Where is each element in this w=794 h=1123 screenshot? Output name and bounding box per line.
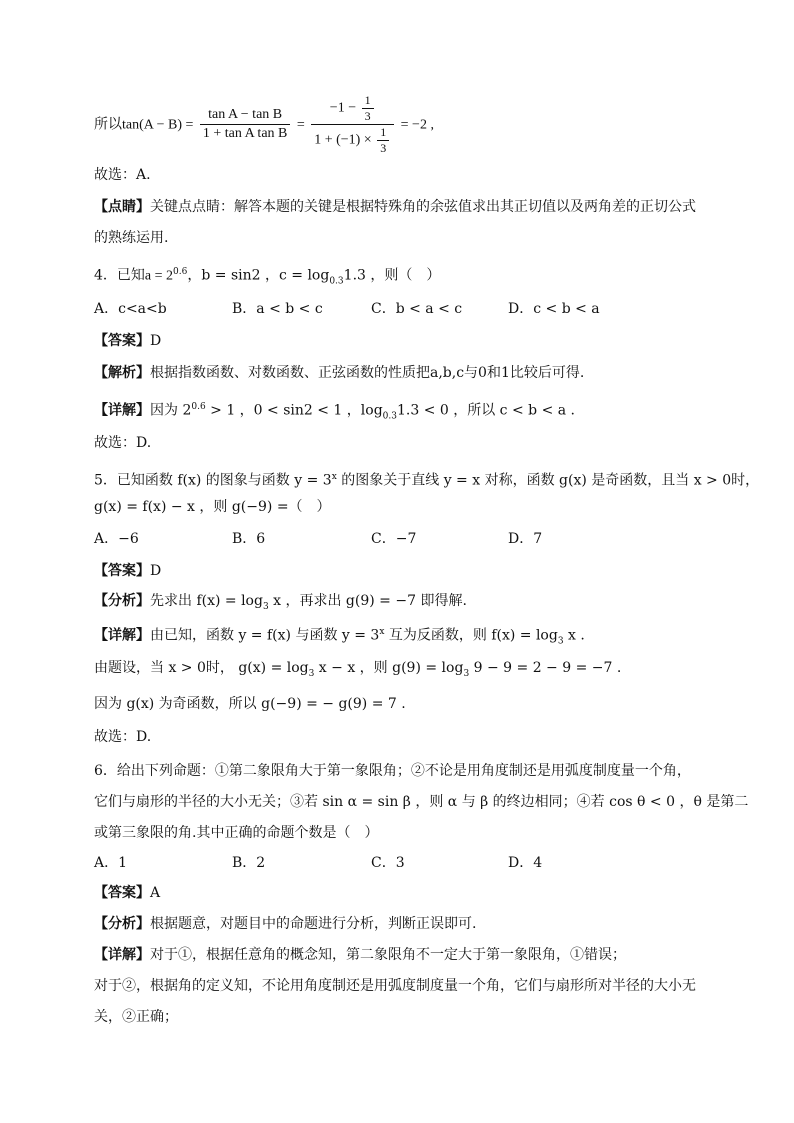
text: 对于①，根据任意角的概念知，第二象限角不一定大于第一象限角，①错误； bbox=[150, 947, 626, 963]
option-c: C．b < a < c bbox=[371, 301, 463, 317]
text: 4．已知 bbox=[94, 267, 145, 284]
text: 根据题意，对题目中的命题进行分析，判断正误即可. bbox=[150, 916, 477, 932]
fraction-denominator: 3 bbox=[380, 141, 387, 155]
math-expr: 1 + (−1) × bbox=[314, 132, 372, 148]
fraction bbox=[362, 94, 374, 123]
question-stem: 6．给出下列命题：①第二象限角大于第一象限角；②不论是用角度制还是用弧度制度量一个角， bbox=[94, 763, 691, 779]
text: x ，再求出 g(9) = −7 即得解. bbox=[268, 593, 467, 609]
fraction-numerator: 1 bbox=[377, 126, 389, 141]
text: x − x ，则 g(9) = log bbox=[314, 660, 464, 676]
tag-label: 【详解】 bbox=[94, 947, 150, 963]
equals-sign: = bbox=[296, 117, 305, 133]
subscript: 0.3 bbox=[382, 411, 397, 422]
math-expr: −1 − bbox=[329, 100, 357, 116]
tag-label: 【答案】 bbox=[94, 885, 150, 901]
option-c: C．3 bbox=[371, 855, 405, 871]
options-row bbox=[94, 299, 734, 319]
option-b: B．a < b < c bbox=[232, 301, 323, 317]
options-row bbox=[94, 853, 734, 873]
text: 由题设，当 x > 0时， g(x) = log bbox=[94, 660, 309, 676]
option-d: D．c < b < a bbox=[508, 301, 600, 317]
option-d: D．7 bbox=[508, 531, 543, 547]
text: 所以 bbox=[94, 116, 122, 133]
option-b: B．2 bbox=[232, 855, 266, 871]
fraction bbox=[200, 107, 291, 142]
fraction bbox=[377, 126, 389, 155]
math-expr: > 1 ，0 < sin2 < 1 ，log bbox=[205, 402, 383, 419]
detail-line bbox=[94, 397, 575, 426]
tag-label: 【详解】 bbox=[94, 402, 150, 419]
text: 5．已知函数 f(x) 的图象与函数 y = 3 bbox=[94, 472, 332, 489]
choice-line: 故选：D. bbox=[94, 435, 152, 451]
answer-value: D bbox=[150, 333, 162, 349]
subscript: 3 bbox=[463, 668, 470, 679]
text: 关键点点睛：解答本题的关键是根据特殊角的余弦值求出其正切值以及两角差的正切公式 bbox=[150, 199, 696, 215]
math-expr: 先求出 f(x) = log bbox=[150, 593, 263, 609]
question-stem-cont: 它们与扇形的半径的大小无关；③若 sin α = sin β ，则 α 与 β 的终边相同；④若 cos θ < 0 ，θ 是第二 bbox=[94, 794, 749, 810]
detail-line bbox=[94, 945, 626, 965]
math-expr: 1.3 < 0 ，所以 c < b < a . bbox=[396, 402, 575, 419]
exponent: 0.6 bbox=[191, 402, 206, 412]
fraction-numerator: 1 bbox=[362, 94, 374, 109]
analysis-line bbox=[94, 363, 584, 383]
math-expr: 1.3 ，则（ ） bbox=[343, 267, 441, 284]
subscript: 0.3 bbox=[329, 276, 344, 287]
text-line: 的熟练运用. bbox=[94, 230, 169, 246]
detail-line: 关，②正确； bbox=[94, 1009, 178, 1025]
text: 互为反函数，则 f(x) = log bbox=[384, 627, 558, 644]
tag-label: 【点睛】 bbox=[94, 199, 150, 215]
text: 由已知，函数 y = f(x) 与函数 y = 3 bbox=[150, 627, 380, 644]
choice-line: 故选：A. bbox=[94, 167, 151, 183]
question-stem-cont: g(x) = f(x) − x ，则 g(−9) =（ ） bbox=[94, 499, 331, 515]
answer-value: D bbox=[150, 563, 162, 579]
subscript: 3 bbox=[557, 636, 564, 647]
tip-line bbox=[94, 197, 696, 217]
tag-label: 【答案】 bbox=[94, 563, 150, 579]
fraction-numerator: tan A − tan B bbox=[200, 107, 291, 125]
exponent: x bbox=[331, 472, 337, 482]
tag-label: 【分析】 bbox=[94, 916, 150, 932]
options-row bbox=[94, 529, 734, 549]
option-a: A．1 bbox=[94, 855, 128, 871]
option-a: A．−6 bbox=[94, 531, 139, 547]
subscript: 3 bbox=[262, 601, 269, 612]
math-expr: a = 2 bbox=[144, 268, 174, 284]
tag-label: 【分析】 bbox=[94, 593, 150, 609]
detail-line: 因为 g(x) 为奇函数，所以 g(−9) = − g(9) = 7 . bbox=[94, 696, 406, 712]
fraction-denominator: 1 + tan A tan B bbox=[202, 126, 288, 141]
question-stem-cont: 或第三象限的角.其中正确的命题个数是（ ） bbox=[94, 825, 379, 841]
option-a: A．c<a<b bbox=[94, 301, 167, 317]
option-c: C．−7 bbox=[371, 531, 417, 547]
option-d: D．4 bbox=[508, 855, 543, 871]
fraction-numerator bbox=[311, 94, 394, 125]
math-expr: = −2 , bbox=[400, 117, 434, 133]
detail-line: 对于②，根据角的定义知，不论用角度制还是用弧度制度量一个角，它们与扇形所对半径的大小无 bbox=[94, 978, 696, 994]
option-b: B．6 bbox=[232, 531, 266, 547]
fraction-denominator bbox=[311, 125, 394, 155]
math-expr: x . bbox=[563, 627, 585, 644]
text: 根据指数函数、对数函数、正弦函数的性质把a,b,c与0和1比较后可得. bbox=[150, 365, 585, 381]
analysis-line bbox=[94, 914, 476, 934]
analysis-line bbox=[94, 591, 467, 617]
compound-fraction bbox=[311, 94, 394, 155]
answer-value: A bbox=[150, 885, 161, 901]
subscript: 3 bbox=[308, 668, 315, 679]
question-stem bbox=[94, 467, 759, 491]
tag-label: 【详解】 bbox=[94, 627, 150, 644]
math-expr: ，b = sin2 ，c = log bbox=[187, 267, 330, 284]
tag-label: 【解析】 bbox=[94, 365, 150, 381]
exponent: 0.6 bbox=[173, 267, 188, 277]
exponent: x bbox=[379, 627, 385, 637]
answer-line bbox=[94, 883, 160, 903]
detail-line bbox=[94, 622, 585, 651]
text: 的图象关于直线 y = x 对称，函数 g(x) 是奇函数，且当 x > 0时， bbox=[336, 472, 760, 489]
choice-line: 故选：D. bbox=[94, 729, 152, 745]
detail-line bbox=[94, 658, 621, 684]
math-expr: tan(A − B) = bbox=[122, 117, 194, 133]
fraction-denominator: 3 bbox=[364, 109, 371, 123]
question-stem bbox=[94, 262, 440, 291]
answer-line bbox=[94, 331, 161, 351]
formula-line bbox=[94, 94, 434, 155]
math-expr: 因为 2 bbox=[150, 402, 192, 419]
tag-label: 【答案】 bbox=[94, 333, 150, 349]
math-expr: 9 − 9 = 2 − 9 = −7 . bbox=[469, 660, 622, 676]
answer-line bbox=[94, 561, 161, 581]
